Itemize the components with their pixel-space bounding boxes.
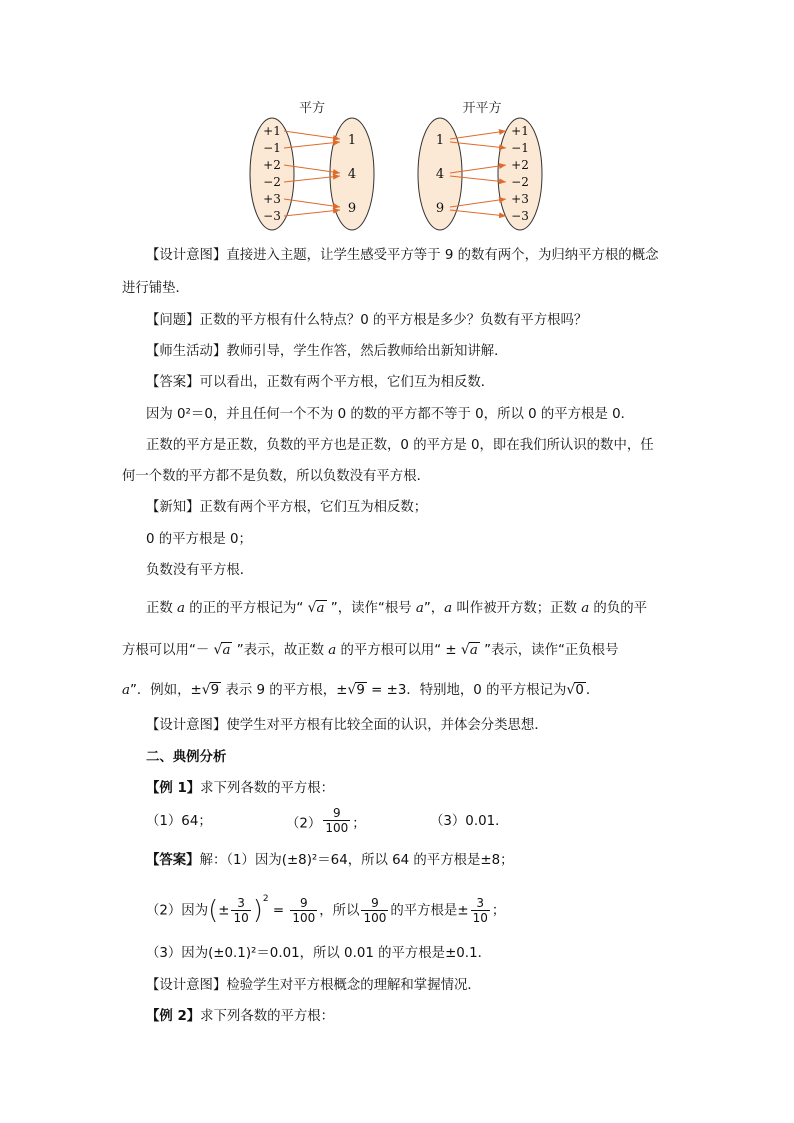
design-intent-1: 【设计意图】直接进入主题，让学生感受平方等于 9 的数有两个，为归纳平方根的概念 [146,248,659,263]
square-root-diagram-title: 开平方 [462,101,502,116]
label: +1 [511,124,529,138]
label: +3 [511,192,529,206]
design-intent-3: 【设计意图】检验学生对平方根概念的理解和掌握情况． [146,978,481,993]
label: 1 [435,133,445,148]
new-knowledge-2: 0 的平方根是 0； [146,532,252,547]
label: −2 [511,175,529,189]
answer-part-2: （2）因为(± $\frac{3}{10}$ )$^2$ = $\frac{9}{100}$ ，所以 $\frac{9}{100}$ 的平方根是± $\frac{3}{10}$ ； [146,894,506,926]
label: 1 [347,133,357,148]
design-intent-2: 【设计意图】使学生对平方根有比较全面的认识，并体会分类思想． [146,718,548,733]
activity: 【师生活动】教师引导，学生作答，然后教师给出新知讲解． [146,344,508,359]
label: −3 [263,209,281,223]
label: 9 [435,201,445,216]
example-2-title: 【例 2】求下列各数的平方根： [146,1009,335,1024]
answer-3: 正数的平方是正数，负数的平方也是正数，0 的平方是 0，即在我们所认识的数中，任 [146,438,654,453]
design-intent-1-cont: 进行铺垫． [122,281,189,296]
label: 9 [347,201,357,216]
square-mapping-diagrams [0,90,794,330]
square-diagram-title: 平方 [298,101,326,116]
left-range-labels [348,133,356,216]
label: −3 [511,209,529,223]
answer-part-1: 【答案】解：（1）因为(±8)²＝64，所以 64 的平方根是±8； [146,853,514,868]
example-1-title: 【例 1】求下列各数的平方根： [146,781,335,796]
label: −1 [263,141,281,155]
label: 4 [435,167,445,182]
question: 【问题】正数的平方根有什么特点？0 的平方根是多少？负数有平方根吗？ [146,313,588,328]
answer-1: 【答案】可以看出，正数有两个平方根，它们互为相反数． [146,375,495,390]
answer-3-cont: 何一个数的平方都不是负数，所以负数没有平方根． [122,469,430,484]
new-knowledge-1: 【新知】正数有两个平方根，它们互为相反数； [146,500,428,515]
label: +2 [263,158,281,172]
label: −1 [511,141,529,155]
section-heading: 二、典例分析 [146,750,227,765]
example-1-items: （1）64； （2） $\frac{9}{100}$ ； （3）0.01． [146,806,509,835]
new-knowledge-3: 负数没有平方根． [146,563,254,578]
label: +2 [511,158,529,172]
right-domain-labels [436,133,444,216]
answer-part-3: （3）因为(±0.1)²＝0.01，所以 0.01 的平方根是±0.1． [146,946,491,961]
notation-line-3: a”．例如，±√9 表示 9 的平方根，±√9 = ±3．特别地，0 的平方根记为√0 ． [122,682,600,698]
notation-line-2: 方根可以用“－ √a ”表示，故正数 a 的平方根可以用“ ± √a ”表示，读作“正负根号 [122,642,619,658]
label: +1 [263,124,281,138]
label: −2 [263,175,281,189]
notation-line-1: 正数 a 的正的平方根记为“ √a ”，读作“根号 a”，a 叫作被开方数；正数 a 的负的平 [146,600,647,616]
label: +3 [263,192,281,206]
answer-2: 因为 0²＝0，并且任何一个不为 0 的数的平方都不等于 0，所以 0 的平方根是 0． [146,407,634,422]
label: 4 [347,167,357,182]
